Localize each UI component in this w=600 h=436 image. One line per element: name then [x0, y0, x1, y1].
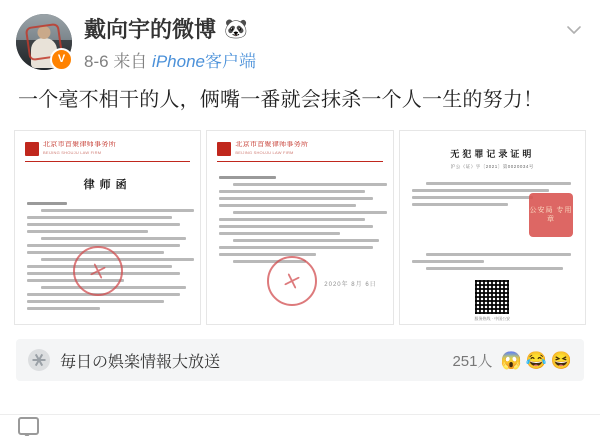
police-seal-icon: 公安局 专用章 [529, 193, 573, 237]
verified-badge-icon: V [50, 48, 73, 71]
promo-bar[interactable] [16, 339, 584, 381]
post-image-1[interactable] [14, 130, 201, 325]
doc1-seal-icon [73, 246, 123, 296]
doc2-letterhead [207, 131, 392, 157]
header-text-block [84, 14, 584, 73]
doc1-letterhead [15, 131, 200, 157]
avatar[interactable] [16, 14, 72, 70]
promo-right-group [452, 350, 572, 371]
chevron-down-icon[interactable] [566, 22, 582, 38]
post-date: 8-6 [84, 52, 109, 71]
law-firm-logo-icon [217, 142, 231, 156]
doc1-title: 律师函 [83, 179, 132, 191]
doc3-title: 无犯罪记录证明 [450, 149, 535, 159]
post-image-grid [0, 116, 600, 325]
post-content-text: 一个毫不相干的人，俩嘴一番就会抹杀一个人一生的努力！ [18, 89, 544, 111]
post-image-2[interactable] [206, 130, 393, 325]
doc1-org-name: 北京市首聚律师事务所 BEIJING SHOUJU LAW FIRM [43, 141, 116, 155]
doc2-org-name: 北京市首聚律师事务所 BEIJING SHOUJU LAW FIRM [235, 141, 309, 155]
doc2-seal-icon [267, 256, 317, 306]
doc3-subtitle: 沪公（证）字〔2021〕第0020034号 [450, 164, 534, 169]
asterisk-icon [28, 349, 50, 371]
next-post-strip [0, 414, 600, 436]
reaction-emoji-1[interactable]: 😱 [500, 350, 522, 370]
post-from-label: 来自 [113, 52, 148, 71]
post-source-tail[interactable]: 客户端 [204, 52, 256, 71]
law-firm-logo-icon [25, 142, 39, 156]
doc2-body [207, 162, 392, 263]
video-icon[interactable] [18, 417, 39, 435]
post-meta [84, 51, 584, 73]
reaction-emoji-3[interactable]: 😆 [550, 350, 572, 370]
post-image-3[interactable] [399, 130, 586, 325]
author-name: 戴向宇的微博 [84, 17, 217, 42]
reaction-emoji-2[interactable]: 😂 [525, 350, 547, 370]
post-source[interactable]: iPhone [152, 52, 205, 71]
panda-emoji-icon: 🐼 [224, 19, 248, 40]
doc3-qr-label: 服务热线 · 中国公安 [474, 316, 511, 321]
doc3-footer-body [400, 243, 585, 274]
qr-code-icon [475, 280, 509, 314]
participant-count: 251人 [452, 352, 493, 370]
post-header [0, 0, 600, 73]
doc2-date-line: 2020年 8月 6日 [324, 282, 377, 288]
author-name-row[interactable] [84, 15, 584, 45]
promo-text: 毎日の娯楽情報大放送 [60, 353, 221, 371]
